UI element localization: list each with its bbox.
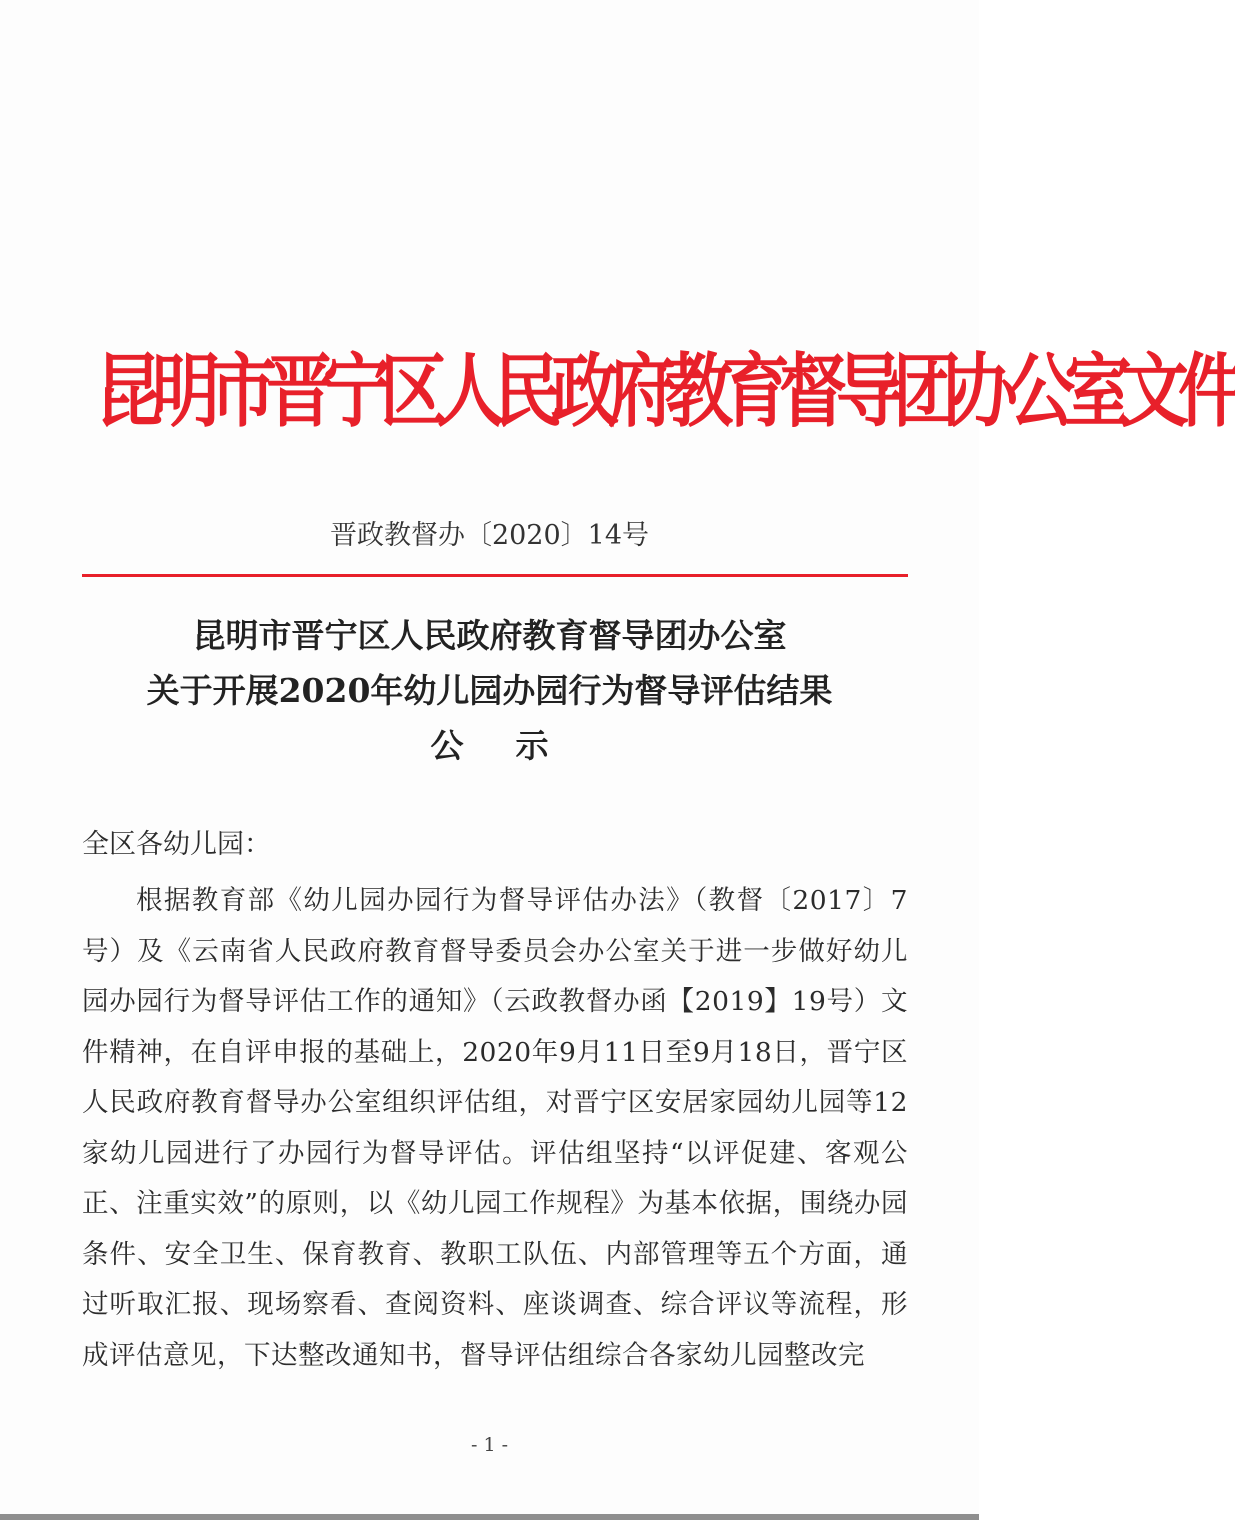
salutation: 全区各幼儿园： xyxy=(82,829,271,860)
issuer-header-title: 昆明市晋宁区人民政府教育督导团办公室文件 xyxy=(95,345,1235,440)
notice-title xyxy=(0,608,979,773)
notice-title-line-1: 昆明市晋宁区人民政府教育督导团办公室 xyxy=(192,616,787,655)
page-number: - 1 - xyxy=(470,1434,508,1456)
scan-edge xyxy=(0,1514,979,1520)
red-divider-line xyxy=(82,574,908,577)
document-number: 晋政教督办〔2020〕14号 xyxy=(329,520,650,551)
notice-title-line-2: 关于开展2020年幼儿园办园行为督导评估结果 xyxy=(146,671,833,710)
notice-title-line-3: 公示 xyxy=(430,726,601,765)
body-paragraph: 根据教育部《幼儿园办园行为督导评估办法》（教督〔2017〕7号）及《云南省人民政府教育督导委员会办公室关于进一步做好幼儿园办园行为督导评估工作的通知》（云政教督办函【2019】19号）文件精神，在自评申报的基础上，2020年9月11日至9月18日，晋宁区人民政府教育督导办公室组织评估组，对晋宁区安居家园幼儿园等12家幼儿园进行了办园行为督导评估。评估组坚持“以评促建、客观公正、注重实效”的原则，以《幼儿园工作规程》为基本依据，围绕办园条件、安全卫生、保育教育、教职工队伍、内部管理等五个方面，通过听取汇报、现场察看、查阅资料、座谈调查、综合评议等流程，形成评估意见，下达整改通知书，督导评估组综合各家幼儿园整改完 xyxy=(82,885,908,1371)
